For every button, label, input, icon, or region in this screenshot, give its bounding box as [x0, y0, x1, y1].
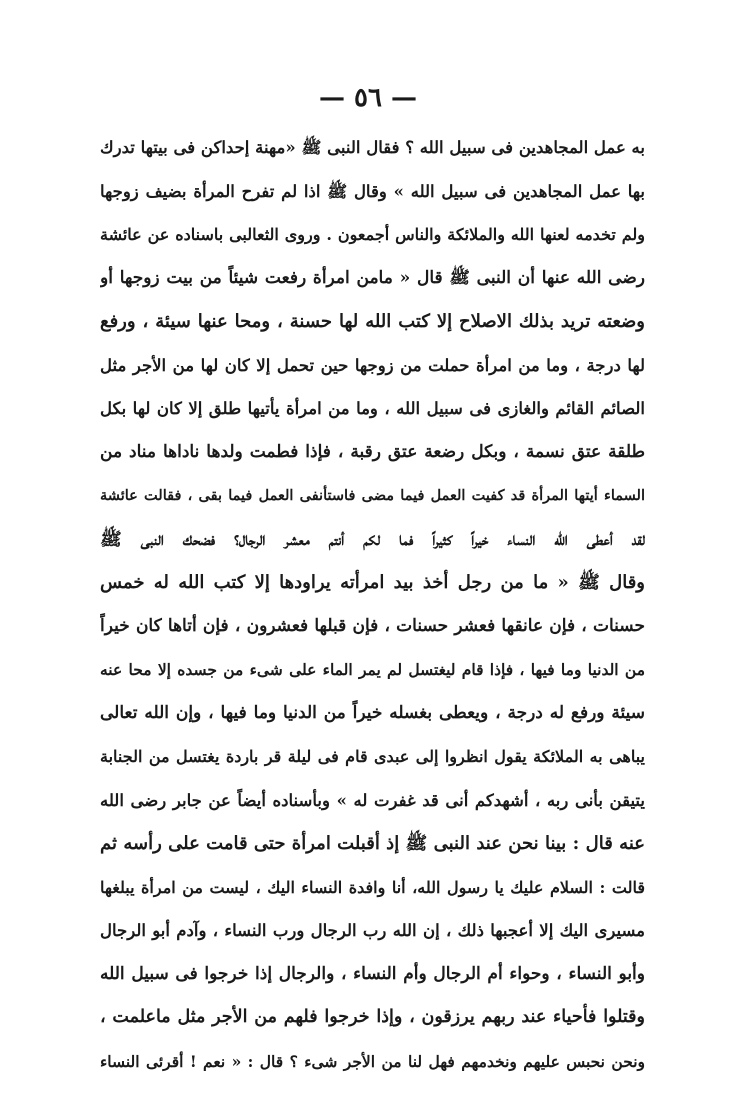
text-line: طلقة عتق نسمة ، وبكل رضعة عتق رقبة ، فإذا فطمت ولدها ناداها مناد من: [100, 441, 645, 462]
body-text: [100, 126, 645, 1083]
text-line: السماء أيتها المرأة قد كفيت العمل فيما مضى فاستأنفى العمل فيما بقى ، فقالت عائشة: [100, 487, 645, 504]
text-line: لها درجة ، وما من امرأة حملت من زوجها حين تحمل إلا كان لها من الأجر مثل: [100, 355, 645, 375]
page-number: — ٥٦ —: [318, 83, 418, 113]
text-line: به عمل المجاهدين فى سبيل الله ؟ فقال النبى ﷺ «مهنة إحداكن فى بيتها تدرك: [100, 138, 645, 157]
text-line: وقال ﷺ « ما من رجل أخذ بيد امرأته يراودها إلا كتب الله له خمس: [100, 572, 645, 593]
text-line: يتيقن بأنى ربه ، أشهدكم أنى قد غفرت له » وبأسناده أيضاً عن جابر رضى الله: [100, 790, 645, 810]
text-line: وأبو النساء ، وحواء أم الرجال وأم النساء ، والرجال إذا خرجوا فى سبيل الله: [100, 963, 645, 984]
text-line: وقتلوا فأحياء عند ربهم يرزقون ، وإذا خرجوا فلهم من الأجر مثل ماعلمت ،: [100, 1007, 645, 1027]
text-line: مسيرى اليك إلا أعجبها ذلك ، إن الله رب الرجال ورب النساء ، وآدم أبو الرجال: [100, 921, 645, 940]
text-line: رضى الله عنها أن النبى ﷺ قال « مامن امرأة رفعت شيئاً من بيت زوجها أو: [100, 267, 645, 288]
text-line: سيئة ورفع له درجة ، ويعطى بغسله خيراً من الدنيا وما فيها ، وإن الله تعالى: [100, 702, 645, 723]
text-line: وضعته تريد بذلك الاصلاح إلا كتب الله لها حسنة ، ومحا عنها سيئة ، ورفع: [100, 311, 645, 332]
text-line: بها عمل المجاهدين فى سبيل الله » وقال ﷺ اذا لم تفرح المرأة بضيف زوجها: [100, 181, 645, 201]
text-line: عنه قال : بينا نحن عند النبى ﷺ إذ أقبلت امرأة حتى قامت على رأسه ثم: [100, 833, 645, 854]
text-line: من الدنيا وما فيها ، فإذا قام ليغتسل لم يمر الماء على شىء من جسده إلا محا عنه: [100, 660, 645, 679]
text-line: ونحن نحبس عليهم ونخدمهم فهل لنا من الأجر شىء ؟ قال : « نعم ! أقرئى النساء: [100, 1051, 645, 1071]
text-line: لقد أعطى الله النساء خيراً كثيراً فما لكم أنتم معشر الرجال؟ فضحك النبى ﷺ: [100, 528, 645, 550]
text-line: الصائم القائم والغازى فى سبيل الله ، وما من امرأة يأتيها طلق إلا كان لها بكل: [100, 399, 645, 418]
text-line: ولم تخدمه لعنها الله والملائكة والناس أجمعون . وروى الثعالبى باسناده عن عائشة: [100, 225, 645, 244]
text-line: حسنات ، فإن عانقها فعشر حسنات ، فإن قبلها فعشرون ، فإن أتاها كان خيراً: [100, 615, 645, 636]
text-line: قالت : السلام عليك يا رسول الله، أنا وافدة النساء اليك ، ليست من امرأة يبلغها: [100, 877, 645, 897]
text-line: يباهى به الملائكة يقول انظروا إلى عبدى قام فى ليلة قر باردة يغتسل من الجنابة: [100, 747, 645, 766]
